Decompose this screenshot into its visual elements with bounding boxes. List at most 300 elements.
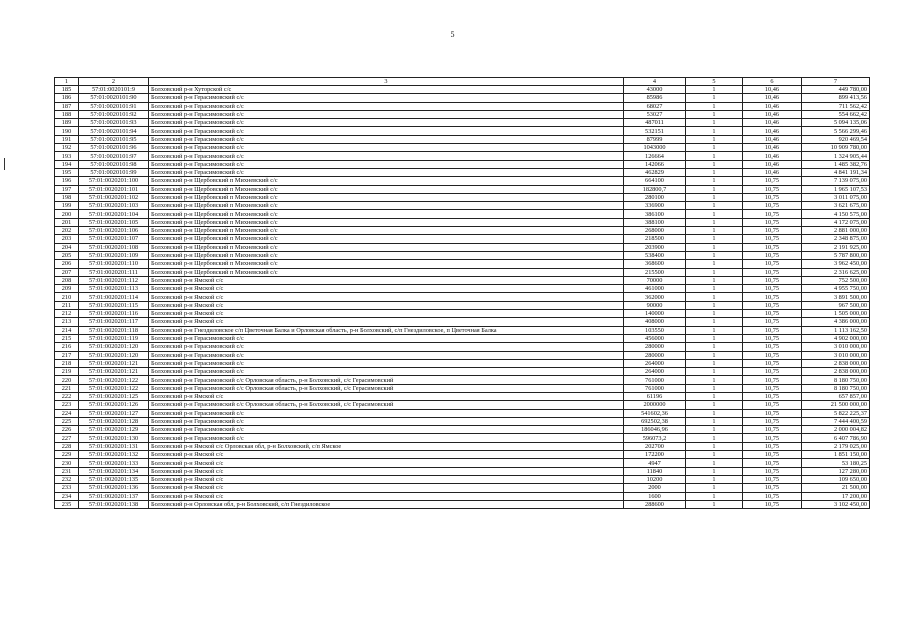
row-number-cell: 210 <box>55 293 79 301</box>
cadastral-number-cell: 57:01:0020101:95 <box>79 135 149 143</box>
table-row <box>55 326 870 334</box>
count-cell: 1 <box>686 343 743 351</box>
area-cell: 388100 <box>624 218 686 226</box>
area-cell: 288600 <box>624 500 686 508</box>
value-cell: 967 500,00 <box>802 301 870 309</box>
area-cell: 1043000 <box>624 144 686 152</box>
rate-cell: 10,46 <box>743 119 802 127</box>
table-row <box>55 168 870 176</box>
value-cell: 752 500,00 <box>802 276 870 284</box>
table-row <box>55 218 870 226</box>
cadastral-number-cell: 57:01:0020201:121 <box>79 359 149 367</box>
cadastral-number-cell: 57:01:0020201:100 <box>79 177 149 185</box>
address-cell: Болховский р-н Щербовский п Михневский с/с <box>149 177 624 185</box>
address-cell: Болховский р-н Ямской с/с <box>149 484 624 492</box>
header-row <box>55 78 870 86</box>
cadastral-number-cell: 57:01:0020201:107 <box>79 235 149 243</box>
count-cell: 1 <box>686 392 743 400</box>
table-row <box>55 467 870 475</box>
row-number-cell: 202 <box>55 227 79 235</box>
rate-cell: 10,46 <box>743 152 802 160</box>
address-cell: Болховский р-н Щербовский п Михневский с/с <box>149 243 624 251</box>
row-number-cell: 211 <box>55 301 79 309</box>
table-row <box>55 260 870 268</box>
count-cell: 1 <box>686 86 743 94</box>
row-number-cell: 200 <box>55 210 79 218</box>
table-row <box>55 268 870 276</box>
cadastral-number-cell: 57:01:0020201:104 <box>79 210 149 218</box>
row-number-cell: 225 <box>55 417 79 425</box>
address-cell: Болховский р-н Герасимовский с/с <box>149 94 624 102</box>
row-number-cell: 212 <box>55 310 79 318</box>
table-row <box>55 202 870 210</box>
value-cell: 5 787 800,00 <box>802 251 870 259</box>
value-cell: 8 180 750,00 <box>802 376 870 384</box>
cadastral-number-cell: 57:01:0020201:134 <box>79 467 149 475</box>
address-cell: Болховский р-н Ямской с/с <box>149 492 624 500</box>
value-cell: 3 010 000,00 <box>802 351 870 359</box>
address-cell: Болховский р-н Ямской с/с <box>149 467 624 475</box>
count-cell: 1 <box>686 417 743 425</box>
value-cell: 7 139 075,00 <box>802 177 870 185</box>
rate-cell: 10,75 <box>743 293 802 301</box>
rate-cell: 10,75 <box>743 417 802 425</box>
address-cell: Болховский р-н Щербовский п Михневский с/с <box>149 202 624 210</box>
count-cell: 1 <box>686 492 743 500</box>
address-cell: Болховский р-н Щербовский п Михневский с/с <box>149 227 624 235</box>
address-cell: Болховский р-н Ямской с/с <box>149 301 624 309</box>
row-number-cell: 188 <box>55 110 79 118</box>
value-cell: 2 881 000,00 <box>802 227 870 235</box>
value-cell: 2 348 875,00 <box>802 235 870 243</box>
row-number-cell: 217 <box>55 351 79 359</box>
row-number-cell: 208 <box>55 276 79 284</box>
cadastral-number-cell: 57:01:0020201:136 <box>79 484 149 492</box>
count-cell: 1 <box>686 442 743 450</box>
cadastral-number-cell: 57:01:0020201:102 <box>79 193 149 201</box>
address-cell: Болховский р-н Ямской с/с <box>149 392 624 400</box>
count-cell: 1 <box>686 243 743 251</box>
area-cell: 541602,36 <box>624 409 686 417</box>
value-cell: 2 191 925,00 <box>802 243 870 251</box>
table-row <box>55 160 870 168</box>
value-cell: 4 386 000,00 <box>802 318 870 326</box>
table-row <box>55 426 870 434</box>
area-cell: 280000 <box>624 351 686 359</box>
cadastral-number-cell: 57:01:0020101:94 <box>79 127 149 135</box>
address-cell: Болховский р-н Герасимовский с/с <box>149 426 624 434</box>
area-cell: 90000 <box>624 301 686 309</box>
count-cell: 1 <box>686 351 743 359</box>
cadastral-number-cell: 57:01:0020201:122 <box>79 376 149 384</box>
table-row <box>55 459 870 467</box>
value-cell: 5 094 135,06 <box>802 119 870 127</box>
table-row <box>55 434 870 442</box>
cadastral-number-cell: 57:01:0020201:120 <box>79 343 149 351</box>
rate-cell: 10,46 <box>743 86 802 94</box>
rate-cell: 10,75 <box>743 243 802 251</box>
cadastral-number-cell: 57:01:0020101:97 <box>79 152 149 160</box>
address-cell: Болховский р-н Герасимовский с/с Орловская область, р-н Болховский, с/с Герасимовский <box>149 376 624 384</box>
rate-cell: 10,75 <box>743 351 802 359</box>
cadastral-number-cell: 57:01:0020101:90 <box>79 94 149 102</box>
area-cell: 664100 <box>624 177 686 185</box>
value-cell: 2 838 000,00 <box>802 359 870 367</box>
value-cell: 7 444 400,59 <box>802 417 870 425</box>
count-cell: 1 <box>686 177 743 185</box>
rate-cell: 10,75 <box>743 459 802 467</box>
area-cell: 761000 <box>624 384 686 392</box>
address-cell: Болховский р-н Хуторской с/с <box>149 86 624 94</box>
value-cell: 6 407 786,90 <box>802 434 870 442</box>
cadastral-number-cell: 57:01:0020101:93 <box>79 119 149 127</box>
address-cell: Болховский р-н Герасимовский с/с Орловская область, р-н Болховский, с/с Герасимовский <box>149 384 624 392</box>
table-row <box>55 276 870 284</box>
row-number-cell: 201 <box>55 218 79 226</box>
area-cell: 2000 <box>624 484 686 492</box>
rate-cell: 10,75 <box>743 326 802 334</box>
table-row <box>55 285 870 293</box>
table-row <box>55 193 870 201</box>
table-row <box>55 177 870 185</box>
table-row <box>55 376 870 384</box>
count-cell: 1 <box>686 135 743 143</box>
rate-cell: 10,46 <box>743 160 802 168</box>
address-cell: Болховский р-н Ямской с/с <box>149 318 624 326</box>
value-cell: 17 200,00 <box>802 492 870 500</box>
row-number-cell: 207 <box>55 268 79 276</box>
address-cell: Болховский р-н Ямской с/с <box>149 293 624 301</box>
value-cell: 4 955 750,00 <box>802 285 870 293</box>
value-cell: 2 179 025,00 <box>802 442 870 450</box>
area-cell: 43000 <box>624 86 686 94</box>
cadastral-number-cell: 57:01:0020201:130 <box>79 434 149 442</box>
value-cell: 4 150 575,00 <box>802 210 870 218</box>
area-cell: 462829 <box>624 168 686 176</box>
row-number-cell: 209 <box>55 285 79 293</box>
count-cell: 1 <box>686 409 743 417</box>
value-cell: 21 500 000,00 <box>802 401 870 409</box>
table-row <box>55 475 870 483</box>
area-cell: 142066 <box>624 160 686 168</box>
rate-cell: 10,46 <box>743 127 802 135</box>
area-cell: 202700 <box>624 442 686 450</box>
table-row <box>55 442 870 450</box>
cadastral-number-cell: 57:01:0020201:117 <box>79 318 149 326</box>
value-cell: 3 010 000,00 <box>802 343 870 351</box>
cadastral-number-cell: 57:01:0020201:111 <box>79 268 149 276</box>
table-row <box>55 119 870 127</box>
area-cell: 280000 <box>624 343 686 351</box>
value-cell: 3 621 675,00 <box>802 202 870 210</box>
rate-cell: 10,75 <box>743 218 802 226</box>
row-number-cell: 220 <box>55 376 79 384</box>
count-cell: 1 <box>686 475 743 483</box>
area-cell: 53027 <box>624 110 686 118</box>
count-cell: 1 <box>686 467 743 475</box>
table-row <box>55 251 870 259</box>
rate-cell: 10,75 <box>743 177 802 185</box>
table-row <box>55 401 870 409</box>
cadastral-number-cell: 57:01:0020201:132 <box>79 451 149 459</box>
count-cell: 1 <box>686 426 743 434</box>
value-cell: 5 822 225,37 <box>802 409 870 417</box>
area-cell: 264000 <box>624 368 686 376</box>
count-cell: 1 <box>686 251 743 259</box>
area-cell: 264000 <box>624 359 686 367</box>
count-cell: 1 <box>686 260 743 268</box>
area-cell: 11840 <box>624 467 686 475</box>
count-cell: 1 <box>686 376 743 384</box>
row-number-cell: 231 <box>55 467 79 475</box>
area-cell: 596073,2 <box>624 434 686 442</box>
count-cell: 1 <box>686 285 743 293</box>
rate-cell: 10,46 <box>743 168 802 176</box>
address-cell: Болховский р-н Щербовский п Михневский с/с <box>149 210 624 218</box>
count-cell: 1 <box>686 193 743 201</box>
value-cell: 449 780,00 <box>802 86 870 94</box>
area-cell: 215500 <box>624 268 686 276</box>
address-cell: Болховский р-н Гнездиловское с/п Цветочная Балка и Орловская область, р-н Болховский, с/п Гнездиловское, п Цветочная Балка <box>149 326 624 334</box>
value-cell: 53 180,25 <box>802 459 870 467</box>
value-cell: 1 851 150,00 <box>802 451 870 459</box>
address-cell: Болховский р-н Щербовский п Михневский с/с <box>149 260 624 268</box>
cadastral-number-cell: 57:01:0020201:106 <box>79 227 149 235</box>
area-cell: 126664 <box>624 152 686 160</box>
area-cell: 203900 <box>624 243 686 251</box>
rate-cell: 10,75 <box>743 500 802 508</box>
row-number-cell: 224 <box>55 409 79 417</box>
table-row <box>55 359 870 367</box>
row-number-cell: 222 <box>55 392 79 400</box>
address-cell: Болховский р-н Ямской с/с <box>149 276 624 284</box>
area-cell: 532151 <box>624 127 686 135</box>
cadastral-number-cell: 57:01:0020201:125 <box>79 392 149 400</box>
table-row <box>55 318 870 326</box>
address-cell: Болховский р-н Щербовский п Михневский с/с <box>149 218 624 226</box>
rate-cell: 10,75 <box>743 235 802 243</box>
margin-mark <box>4 158 5 170</box>
row-number-cell: 194 <box>55 160 79 168</box>
area-cell: 461000 <box>624 285 686 293</box>
rate-cell: 10,75 <box>743 260 802 268</box>
rate-cell: 10,75 <box>743 276 802 284</box>
cadastral-number-cell: 57:01:0020101:92 <box>79 110 149 118</box>
rate-cell: 10,75 <box>743 484 802 492</box>
column-header-1: 1 <box>55 78 79 86</box>
cadastral-number-cell: 57:01:0020201:138 <box>79 500 149 508</box>
count-cell: 1 <box>686 301 743 309</box>
address-cell: Болховский р-н Герасимовский с/с <box>149 102 624 110</box>
rate-cell: 10,75 <box>743 384 802 392</box>
area-cell: 172200 <box>624 451 686 459</box>
row-number-cell: 219 <box>55 368 79 376</box>
table-row <box>55 94 870 102</box>
rate-cell: 10,75 <box>743 401 802 409</box>
count-cell: 1 <box>686 276 743 284</box>
address-cell: Болховский р-н Ямской с/с <box>149 310 624 318</box>
value-cell: 920 469,54 <box>802 135 870 143</box>
row-number-cell: 229 <box>55 451 79 459</box>
rate-cell: 10,75 <box>743 376 802 384</box>
table-row <box>55 127 870 135</box>
table-row <box>55 301 870 309</box>
value-cell: 8 180 750,00 <box>802 384 870 392</box>
row-number-cell: 199 <box>55 202 79 210</box>
value-cell: 2 316 625,00 <box>802 268 870 276</box>
address-cell: Болховский р-н Герасимовский с/с <box>149 127 624 135</box>
table-row <box>55 102 870 110</box>
count-cell: 1 <box>686 94 743 102</box>
count-cell: 1 <box>686 384 743 392</box>
table-row <box>55 210 870 218</box>
cadastral-number-cell: 57:01:0020201:133 <box>79 459 149 467</box>
registry-table <box>54 77 870 509</box>
table-row <box>55 110 870 118</box>
row-number-cell: 213 <box>55 318 79 326</box>
column-header-4: 4 <box>624 78 686 86</box>
page-number: 5 <box>450 30 455 39</box>
table-row <box>55 86 870 94</box>
area-cell: 218500 <box>624 235 686 243</box>
area-cell: 1600 <box>624 492 686 500</box>
count-cell: 1 <box>686 102 743 110</box>
row-number-cell: 223 <box>55 401 79 409</box>
count-cell: 1 <box>686 127 743 135</box>
row-number-cell: 185 <box>55 86 79 94</box>
value-cell: 3 962 450,00 <box>802 260 870 268</box>
address-cell: Болховский р-н Ямской с/с <box>149 459 624 467</box>
rate-cell: 10,75 <box>743 193 802 201</box>
value-cell: 3 891 500,00 <box>802 293 870 301</box>
rate-cell: 10,75 <box>743 285 802 293</box>
cadastral-number-cell: 57:01:0020201:101 <box>79 185 149 193</box>
count-cell: 1 <box>686 368 743 376</box>
row-number-cell: 203 <box>55 235 79 243</box>
count-cell: 1 <box>686 218 743 226</box>
table-row <box>55 500 870 508</box>
table-row <box>55 351 870 359</box>
cadastral-number-cell: 57:01:0020201:122 <box>79 384 149 392</box>
value-cell: 21 500,00 <box>802 484 870 492</box>
column-header-5: 5 <box>686 78 743 86</box>
table-row <box>55 392 870 400</box>
table-row <box>55 384 870 392</box>
rate-cell: 10,75 <box>743 310 802 318</box>
table-row <box>55 144 870 152</box>
cadastral-number-cell: 57:01:0020201:105 <box>79 218 149 226</box>
table-row <box>55 451 870 459</box>
cadastral-number-cell: 57:01:0020201:126 <box>79 401 149 409</box>
value-cell: 3 102 450,00 <box>802 500 870 508</box>
column-header-7: 7 <box>802 78 870 86</box>
rate-cell: 10,75 <box>743 359 802 367</box>
row-number-cell: 187 <box>55 102 79 110</box>
row-number-cell: 204 <box>55 243 79 251</box>
table-row <box>55 310 870 318</box>
row-number-cell: 227 <box>55 434 79 442</box>
cadastral-number-cell: 57:01:0020201:103 <box>79 202 149 210</box>
area-cell: 456000 <box>624 334 686 342</box>
address-cell: Болховский р-н Герасимовский с/с <box>149 351 624 359</box>
value-cell: 10 909 780,00 <box>802 144 870 152</box>
area-cell: 87999 <box>624 135 686 143</box>
value-cell: 109 650,00 <box>802 475 870 483</box>
cadastral-number-cell: 57:01:0020201:110 <box>79 260 149 268</box>
address-cell: Болховский р-н Герасимовский с/с <box>149 359 624 367</box>
area-cell: 68027 <box>624 102 686 110</box>
rate-cell: 10,75 <box>743 409 802 417</box>
value-cell: 1 485 382,76 <box>802 160 870 168</box>
table-row <box>55 484 870 492</box>
area-cell: 61196 <box>624 392 686 400</box>
count-cell: 1 <box>686 110 743 118</box>
area-cell: 140000 <box>624 310 686 318</box>
area-cell: 362000 <box>624 293 686 301</box>
address-cell: Болховский р-н Герасимовский с/с <box>149 152 624 160</box>
address-cell: Болховский р-н Герасимовский с/с <box>149 368 624 376</box>
area-cell: 280100 <box>624 193 686 201</box>
row-number-cell: 190 <box>55 127 79 135</box>
area-cell: 103550 <box>624 326 686 334</box>
rate-cell: 10,75 <box>743 434 802 442</box>
count-cell: 1 <box>686 160 743 168</box>
row-number-cell: 228 <box>55 442 79 450</box>
row-number-cell: 234 <box>55 492 79 500</box>
count-cell: 1 <box>686 451 743 459</box>
count-cell: 1 <box>686 334 743 342</box>
table-row <box>55 293 870 301</box>
row-number-cell: 195 <box>55 168 79 176</box>
row-number-cell: 198 <box>55 193 79 201</box>
area-cell: 761000 <box>624 376 686 384</box>
cadastral-number-cell: 57:01:0020201:115 <box>79 301 149 309</box>
row-number-cell: 193 <box>55 152 79 160</box>
table-row <box>55 409 870 417</box>
table-row <box>55 417 870 425</box>
value-cell: 1 113 162,50 <box>802 326 870 334</box>
rate-cell: 10,75 <box>743 343 802 351</box>
rate-cell: 10,46 <box>743 144 802 152</box>
cadastral-number-cell: 57:01:0020201:135 <box>79 475 149 483</box>
area-cell: 4947 <box>624 459 686 467</box>
count-cell: 1 <box>686 326 743 334</box>
address-cell: Болховский р-н Герасимовский с/с Орловская область, р-н Болховский, с/с Герасимовский <box>149 401 624 409</box>
cadastral-number-cell: 57:01:0020201:108 <box>79 243 149 251</box>
column-header-2: 2 <box>79 78 149 86</box>
count-cell: 1 <box>686 119 743 127</box>
row-number-cell: 226 <box>55 426 79 434</box>
count-cell: 1 <box>686 202 743 210</box>
cadastral-number-cell: 57:01:0020201:129 <box>79 426 149 434</box>
value-cell: 1 965 107,53 <box>802 185 870 193</box>
address-cell: Болховский р-н Герасимовский с/с <box>149 409 624 417</box>
value-cell: 1 324 905,44 <box>802 152 870 160</box>
rate-cell: 10,46 <box>743 102 802 110</box>
count-cell: 1 <box>686 459 743 467</box>
value-cell: 4 172 075,00 <box>802 218 870 226</box>
row-number-cell: 221 <box>55 384 79 392</box>
address-cell: Болховский р-н Герасимовский с/с <box>149 160 624 168</box>
address-cell: Болховский р-н Щербовский п Михневский с/с <box>149 251 624 259</box>
count-cell: 1 <box>686 401 743 409</box>
rate-cell: 10,75 <box>743 210 802 218</box>
row-number-cell: 205 <box>55 251 79 259</box>
address-cell: Болховский р-н Щербовский п Михневский с/с <box>149 268 624 276</box>
cadastral-number-cell: 57:01:0020101:98 <box>79 160 149 168</box>
table-row <box>55 152 870 160</box>
cadastral-number-cell: 57:01:0020101:96 <box>79 144 149 152</box>
